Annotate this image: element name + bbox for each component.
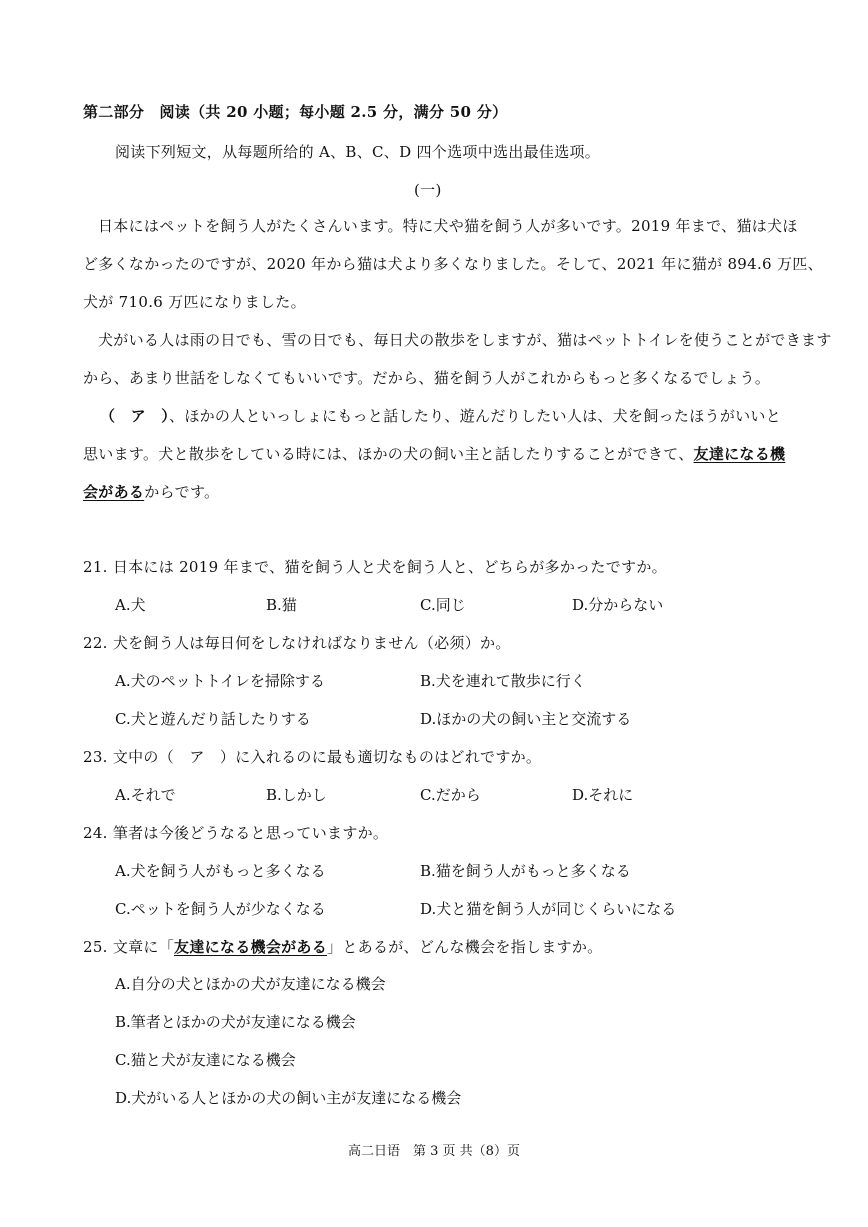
passage-p3-line2 [83,444,785,464]
question-21-option-a: A.犬 [115,596,146,614]
underlined-phrase-part2: 会がある [83,483,145,501]
passage-p2-line2: から、あまり世話をしなくてもいいです。だから、猫を飼う人がこれからもっと多くなるでしょう。 [83,369,771,387]
question-24-option-d: D.犬と猫を飼う人が同じくらいになる [420,900,677,918]
question-25-stem-post: 」とあるが、どんな機会を指しますか。 [327,938,603,956]
question-23-option-a: A.それで [115,786,176,804]
page-footer: 高二日语 第 3 页 共（8）页 [348,1144,520,1159]
question-22-stem: 22. 犬を飼う人は毎日何をしなければなりません（必须）か。 [83,634,511,652]
question-21-option-d: D.分からない [572,596,664,614]
passage-number: (一) [414,181,442,199]
question-25-underlined: 友達になる機会がある [174,938,328,956]
question-25-stem-pre: 25. 文章に「 [83,938,175,956]
question-23-option-b: B.しかし [266,786,327,804]
question-22-option-c: C.犬と遊んだり話したりする [115,710,311,728]
passage-p2-line1: 犬がいる人は雨の日でも、雪の日でも、毎日犬の散歩をしますが、猫はペットトイレを使うことができます [98,331,832,349]
question-25-stem [83,937,602,957]
question-23-option-d: D.それに [572,786,634,804]
question-22-option-a: A.犬のペットトイレを掃除する [115,672,325,690]
question-22-option-b: B.犬を連れて散歩に行く [420,672,586,690]
question-21-stem: 21. 日本には 2019 年まで、猫を飼う人と犬を飼う人と、どちらが多かったですか。 [83,558,667,576]
passage-p1-line1: 日本にはペットを飼う人がたくさんいます。特に犬や猫を飼う人が多いです。2019 年まで、猫は犬ほ [98,217,798,235]
question-21-option-c: C.同じ [420,596,466,614]
question-24-option-a: A.犬を飼う人がもっと多くなる [115,862,326,880]
blank-a: （ ア ） [100,407,170,425]
underlined-phrase-part1: 友達になる機 [693,445,786,463]
question-23-option-c: C.だから [420,786,481,804]
passage-p1-line2: ど多くなかったのですが、2020 年から猫は犬より多くなりました。そして、2021 年に猫が 894.6 万匹、 [83,255,823,273]
section-heading: 第二部分 阅读（共 20 小题；每小题 2.5 分，满分 50 分） [83,103,508,121]
question-25-option-d: D.犬がいる人とほかの犬の飼い主が友達になる機会 [115,1089,462,1107]
section-instruction: 阅读下列短文，从每题所给的 A、B、C、D 四个选项中选出最佳选项。 [115,143,601,161]
passage-p3-line2-text: 思います。犬と散歩をしている時には、ほかの犬の飼い主と話したりすることができて、 [83,445,694,463]
question-23-stem: 23. 文中の（ ア ）に入れるのに最も適切なものはどれですか。 [83,748,542,766]
passage-p3-line1 [100,406,781,426]
question-21-option-b: B.猫 [266,596,297,614]
question-24-stem: 24. 筆者は今後どうなると思っていますか。 [83,824,389,842]
passage-p3-line3-text: からです。 [144,483,220,501]
question-25-option-a: A.自分の犬とほかの犬が友達になる機会 [115,975,386,993]
passage-p3-line3 [83,482,219,502]
question-24-option-c: C.ペットを飼う人が少なくなる [115,900,326,918]
question-25-option-b: B.筆者とほかの犬が友達になる機会 [115,1013,356,1031]
question-24-option-b: B.猫を飼う人がもっと多くなる [420,862,631,880]
passage-p3-line1-text: 、ほかの人といっしょにもっと話したり、遊んだりしたい人は、犬を飼ったほうがいいと [169,407,782,425]
question-25-option-c: C.猫と犬が友達になる機会 [115,1051,296,1069]
question-22-option-d: D.ほかの犬の飼い主と交流する [420,710,632,728]
passage-p1-line3: 犬が 710.6 万匹になりました。 [83,293,306,311]
